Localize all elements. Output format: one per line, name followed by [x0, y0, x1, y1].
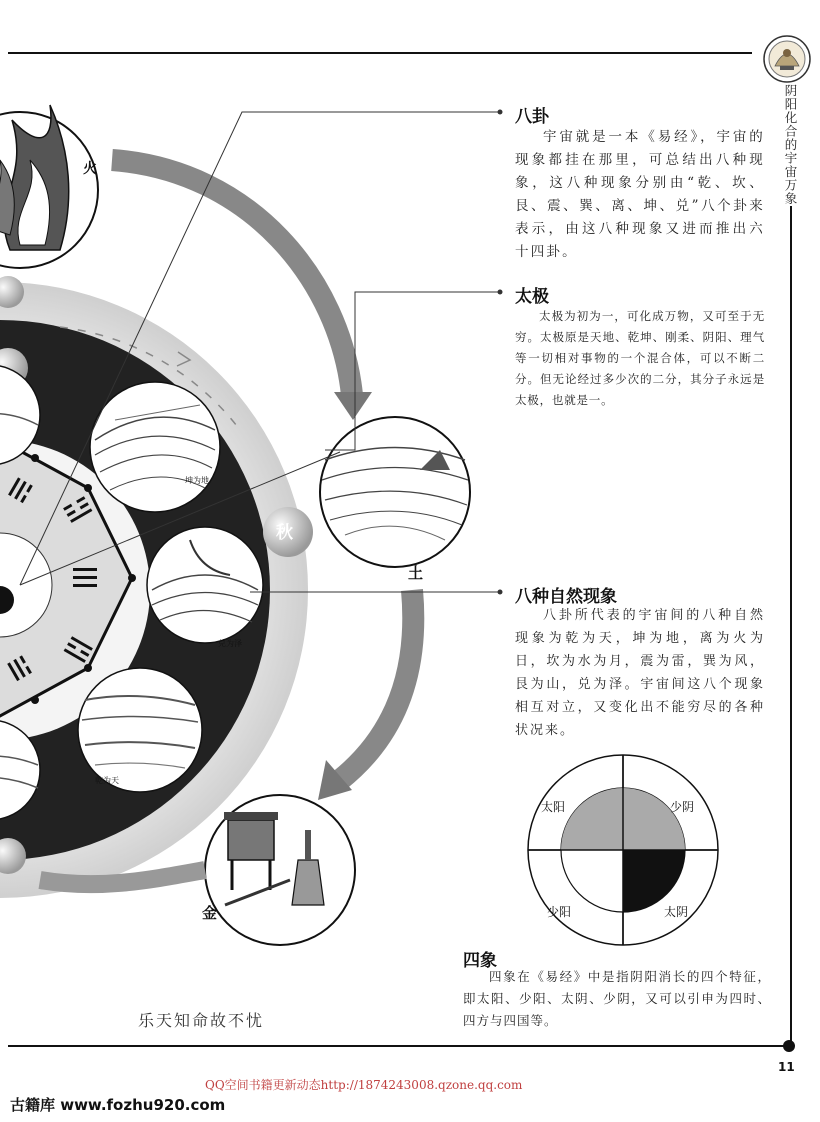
dui-illustration — [147, 527, 263, 643]
kun-illustration — [90, 382, 220, 512]
label-shaoyin: 少阴 — [670, 800, 695, 814]
motto: 乐天知命故不忧 — [138, 1011, 265, 1030]
section-text-phenomena: 八卦所代表的宇宙间的八种自然现象为乾为天，坤为地，离为火为日，坎为水为月，震为雷，巽为风，艮为山，兑为泽。宇宙间这八个现象相互对立，又变化出不能穷尽的各种状况来。 — [515, 608, 765, 738]
earth-label: 土 — [408, 564, 424, 582]
autumn-label: 秋 — [276, 523, 293, 543]
section-text-four-images: 四象在《易经》中是指阴阳消长的四个特征，即太阳、少阳、太阴、少阴，又可以引申为四时、四方与四国等。 — [463, 969, 771, 1028]
section-title-taiji: 太极 — [515, 287, 549, 307]
label-taiyang: 太阳 — [541, 800, 566, 814]
watermark: QQ空间书籍更新动态http://1874243008.qzone.qq.com — [205, 1078, 523, 1092]
section-text-bagua: 宇宙就是一本《易经》，宇宙的现象都挂在那里，可总结出八种现象，这八种现象分别由“乾、坎、艮、震、巽、离、坤、兑”八个卦来表示，由这八种现象又进而推出六十四卦。 — [515, 129, 765, 260]
label-taiyin: 太阴 — [664, 905, 689, 919]
qian-label: 乾为天 — [95, 776, 119, 785]
earth-illustration — [320, 417, 470, 567]
metal-illustration — [205, 795, 355, 945]
earth-arrow — [340, 590, 413, 780]
side-title: 阴阳化合的宇宙万象 — [783, 84, 798, 206]
page-number: 11 — [778, 1060, 795, 1074]
kun-label: 坤为地 — [185, 476, 209, 485]
section-title-phenomena: 八种自然现象 — [515, 587, 617, 607]
section-text-taiji: 太极为初为一，可化成万物，又可至于无穷。太极原是天地、乾坤、刚柔、阴阳、理气等一切相对事物的一个混合体，可以不断二分。但无论经过多少次的二分，其分子永远是太极，也就是一。 — [515, 309, 765, 407]
fire-illustration — [0, 105, 98, 268]
metal-label: 金 — [202, 904, 218, 922]
section-title-four-images: 四象 — [463, 951, 497, 971]
label-shaoyang: 少阳 — [547, 905, 572, 919]
qian-illustration — [78, 668, 202, 792]
dui-label: 兑为泽 — [218, 639, 242, 648]
four-images-diagram — [518, 750, 728, 950]
fire-label: 火 — [83, 161, 97, 177]
footer-site[interactable]: 古籍库 www.fozhu920.com — [10, 1096, 226, 1114]
section-title-bagua: 八卦 — [515, 107, 549, 127]
